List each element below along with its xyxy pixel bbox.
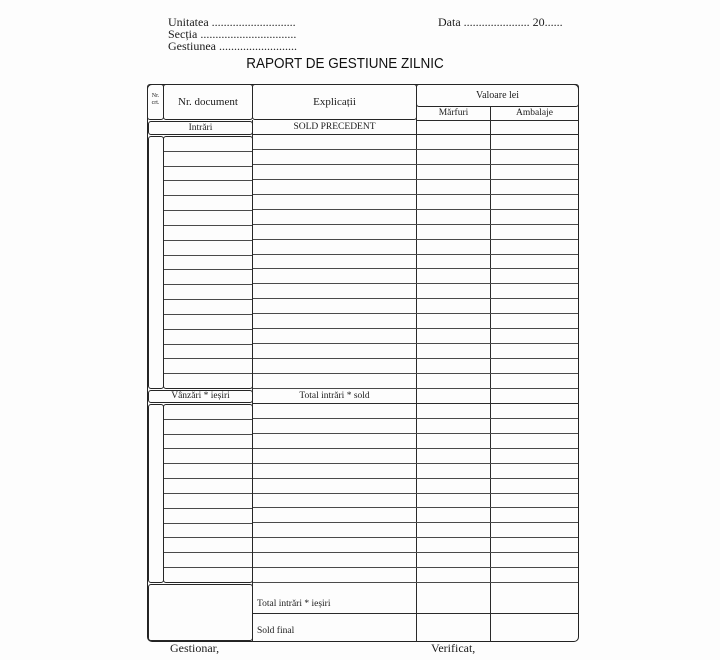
- ruled-row: [253, 523, 578, 538]
- valoare-lei-label: Valoare lei: [475, 90, 520, 101]
- ruled-row: [253, 299, 578, 314]
- ruled-row: [253, 374, 578, 389]
- entries-ruled-area: [253, 135, 578, 389]
- ruled-row: [164, 241, 252, 256]
- ruled-row: [253, 359, 578, 374]
- header-cell-nr-document: [163, 84, 253, 120]
- ruled-row: [253, 419, 578, 434]
- ruled-row: [164, 137, 252, 152]
- ruled-row: [164, 330, 252, 345]
- ruled-row: [253, 538, 578, 553]
- entries-nr-crt-column: [148, 136, 164, 389]
- ruled-row: [164, 181, 252, 196]
- verified-signature-label: Verificat,: [431, 641, 476, 655]
- header-cell-ambalaje: [491, 107, 578, 120]
- ruled-row: [253, 150, 578, 165]
- ruled-row: [253, 553, 578, 568]
- ruled-row: [164, 270, 252, 285]
- row-divider-subheader: [416, 120, 579, 121]
- ruled-row: [164, 285, 252, 300]
- ruled-row: [253, 508, 578, 523]
- ruled-row: [164, 524, 252, 539]
- ruled-row: [164, 464, 252, 479]
- entries-label-cell: [148, 121, 253, 135]
- ruled-row: [253, 344, 578, 359]
- previous-balance-label: SOLD PRECEDENT: [293, 122, 376, 132]
- ambalaje-label: Ambalaje: [516, 108, 553, 118]
- ruled-row: [253, 464, 578, 479]
- ruled-row: [253, 195, 578, 210]
- date-field-label: Data ...................... 20......: [438, 15, 563, 29]
- exits-ruled-area: [253, 404, 578, 583]
- ruled-row: [253, 329, 578, 344]
- ruled-row: [164, 196, 252, 211]
- ruled-row: [164, 226, 252, 241]
- ruled-row: [164, 538, 252, 553]
- ruled-row: [253, 225, 578, 240]
- exits-nr-crt-column: [148, 404, 164, 583]
- ruled-row: [164, 568, 252, 582]
- sales-exits-label-cell: [148, 390, 253, 403]
- ruled-row: [253, 240, 578, 255]
- exits-nr-document-column: [163, 404, 253, 583]
- ruled-row: [164, 553, 252, 568]
- ruled-row: [164, 449, 252, 464]
- store-field-label: Gestiunea ..........................: [168, 39, 297, 53]
- ruled-row: [253, 269, 578, 284]
- nr-document-label: Nr. document: [178, 96, 238, 108]
- form-title: RAPORT DE GESTIUNE ZILNIC: [246, 55, 444, 72]
- manager-signature-label: Gestionar,: [170, 641, 220, 655]
- ruled-row: [164, 167, 252, 182]
- ruled-row: [164, 359, 252, 374]
- total-entries-exits-label: Total intrări * ieșiri: [257, 599, 331, 609]
- header-cell-nr-crt: [147, 84, 164, 120]
- ruled-row: [253, 314, 578, 329]
- ruled-row: [253, 479, 578, 494]
- final-balance-label: Sold final: [257, 626, 295, 636]
- sales-exits-label: Vânzări * ieșiri: [171, 391, 230, 401]
- ruled-row: [164, 315, 252, 330]
- totals-left-box: [148, 584, 253, 641]
- ruled-row: [253, 135, 578, 150]
- header-cell-valoare-lei: [416, 84, 579, 107]
- ruled-row: [253, 449, 578, 464]
- ruled-row: [253, 568, 578, 583]
- total-entries-balance-label: Total intrări * sold: [299, 391, 370, 401]
- ruled-row: [164, 211, 252, 226]
- ruled-row: [164, 374, 252, 388]
- ruled-row: [164, 256, 252, 271]
- ruled-row: [253, 404, 578, 419]
- ruled-row: [253, 180, 578, 195]
- total-entries-balance-cell: [253, 390, 416, 403]
- ruled-row: [253, 210, 578, 225]
- ruled-row: [253, 494, 578, 509]
- ruled-row: [164, 300, 252, 315]
- header-cell-marfuri: [417, 107, 490, 120]
- marfuri-label: Mărfuri: [438, 108, 469, 118]
- ruled-row: [164, 509, 252, 524]
- ruled-row: [164, 494, 252, 509]
- ruled-row: [164, 479, 252, 494]
- entries-label: Intrări: [188, 122, 213, 133]
- ruled-row: [164, 345, 252, 360]
- explicatii-label: Explicații: [313, 96, 356, 108]
- section-field-label: Secția ................................: [168, 27, 297, 41]
- nr-crt-label: Nr. crt.: [151, 93, 160, 106]
- ruled-row: [253, 284, 578, 299]
- ruled-row: [253, 165, 578, 180]
- ruled-row: [253, 434, 578, 449]
- row-divider-final-balance: [252, 613, 579, 614]
- unit-field-label: Unitatea ............................: [168, 15, 296, 29]
- ruled-row: [164, 405, 252, 420]
- ruled-row: [164, 435, 252, 450]
- previous-balance-cell: [253, 121, 416, 134]
- ruled-row: [253, 255, 578, 270]
- ruled-row: [164, 420, 252, 435]
- entries-nr-document-column: [163, 136, 253, 389]
- ruled-row: [164, 152, 252, 167]
- header-cell-explicatii: [252, 84, 417, 120]
